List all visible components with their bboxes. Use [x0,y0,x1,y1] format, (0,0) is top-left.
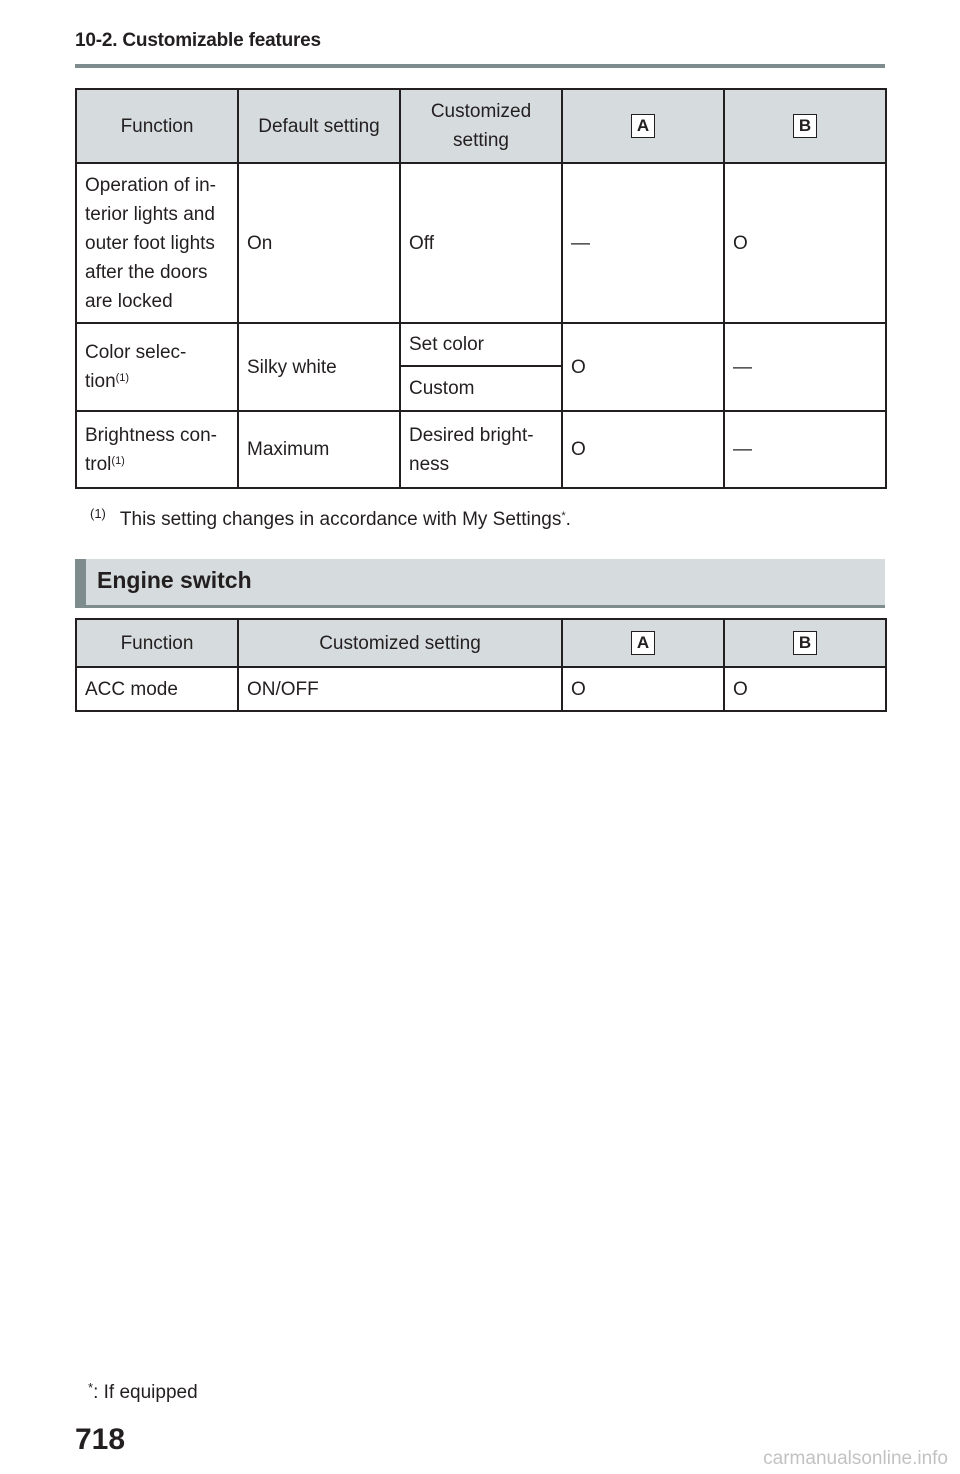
row-column-a: O [562,667,724,711]
column-b-badge: B [793,631,817,655]
row-customized: ON/OFF [238,667,562,711]
header-customized-setting: Customized setting [400,89,562,163]
row-column-a: O [562,323,724,411]
header-column-a [562,89,724,163]
table-row [76,163,886,323]
row-column-b: O [724,667,886,711]
page-number: 718 [75,1423,126,1456]
section-header: 10-2. Customizable features [75,30,321,51]
column-a-badge: A [631,631,655,655]
watermark: carmanualsonline.info [763,1448,948,1469]
footnote-ref: (1) [111,454,125,467]
table-row [76,323,886,411]
footnote-ref: (1) [115,372,130,384]
table-header-row [76,89,886,163]
engine-switch-table [75,618,887,712]
row-column-b: O [724,163,886,323]
settings-table [75,88,887,489]
footnote-marker: (1) [90,506,106,521]
table-row [76,667,886,711]
row-function: Brightness con-trol$^{(1)}$ [76,411,238,488]
table-row [76,411,886,488]
row-column-a: O [562,411,724,488]
header-default-setting: Default setting [238,89,400,163]
row-function: Operation of in-terior lights and outer foot lights after the doors are locked [76,163,238,323]
option-set-color: Set color [401,324,561,367]
row-default: On [238,163,400,323]
row-default: Silky white [238,323,400,411]
header-function: Function [76,89,238,163]
header-column-b [724,619,886,667]
table-header-row [76,619,886,667]
row-customized [400,323,562,411]
header-customized-setting: Customized setting [238,619,562,667]
row-customized: Off [400,163,562,323]
row-column-a: — [562,163,724,323]
row-default: Maximum [238,411,400,488]
row-column-b: — [724,323,886,411]
column-a-badge: A [631,114,655,138]
option-custom: Custom [409,378,475,399]
section-accent [75,559,86,608]
header-rule [75,64,885,68]
row-column-b: — [724,411,886,488]
footnote: $^{(1)}$ This setting changes in accordance with My Settings*. [90,506,571,530]
row-function: ACC mode [76,667,238,711]
section-heading-bar [75,559,885,608]
header-column-a [562,619,724,667]
footnote-text: This setting changes in accordance with My Settings [119,509,562,530]
row-customized: Desired bright-ness [400,411,562,488]
header-column-b [724,89,886,163]
section-title: Engine switch [97,567,252,593]
row-function: Color selec-tion$^{(1)}$ [76,323,238,411]
if-equipped-note: *: If equipped [88,1380,198,1403]
column-b-badge: B [793,114,817,138]
header-function: Function [76,619,238,667]
footnote-asterisk: * [561,510,566,522]
